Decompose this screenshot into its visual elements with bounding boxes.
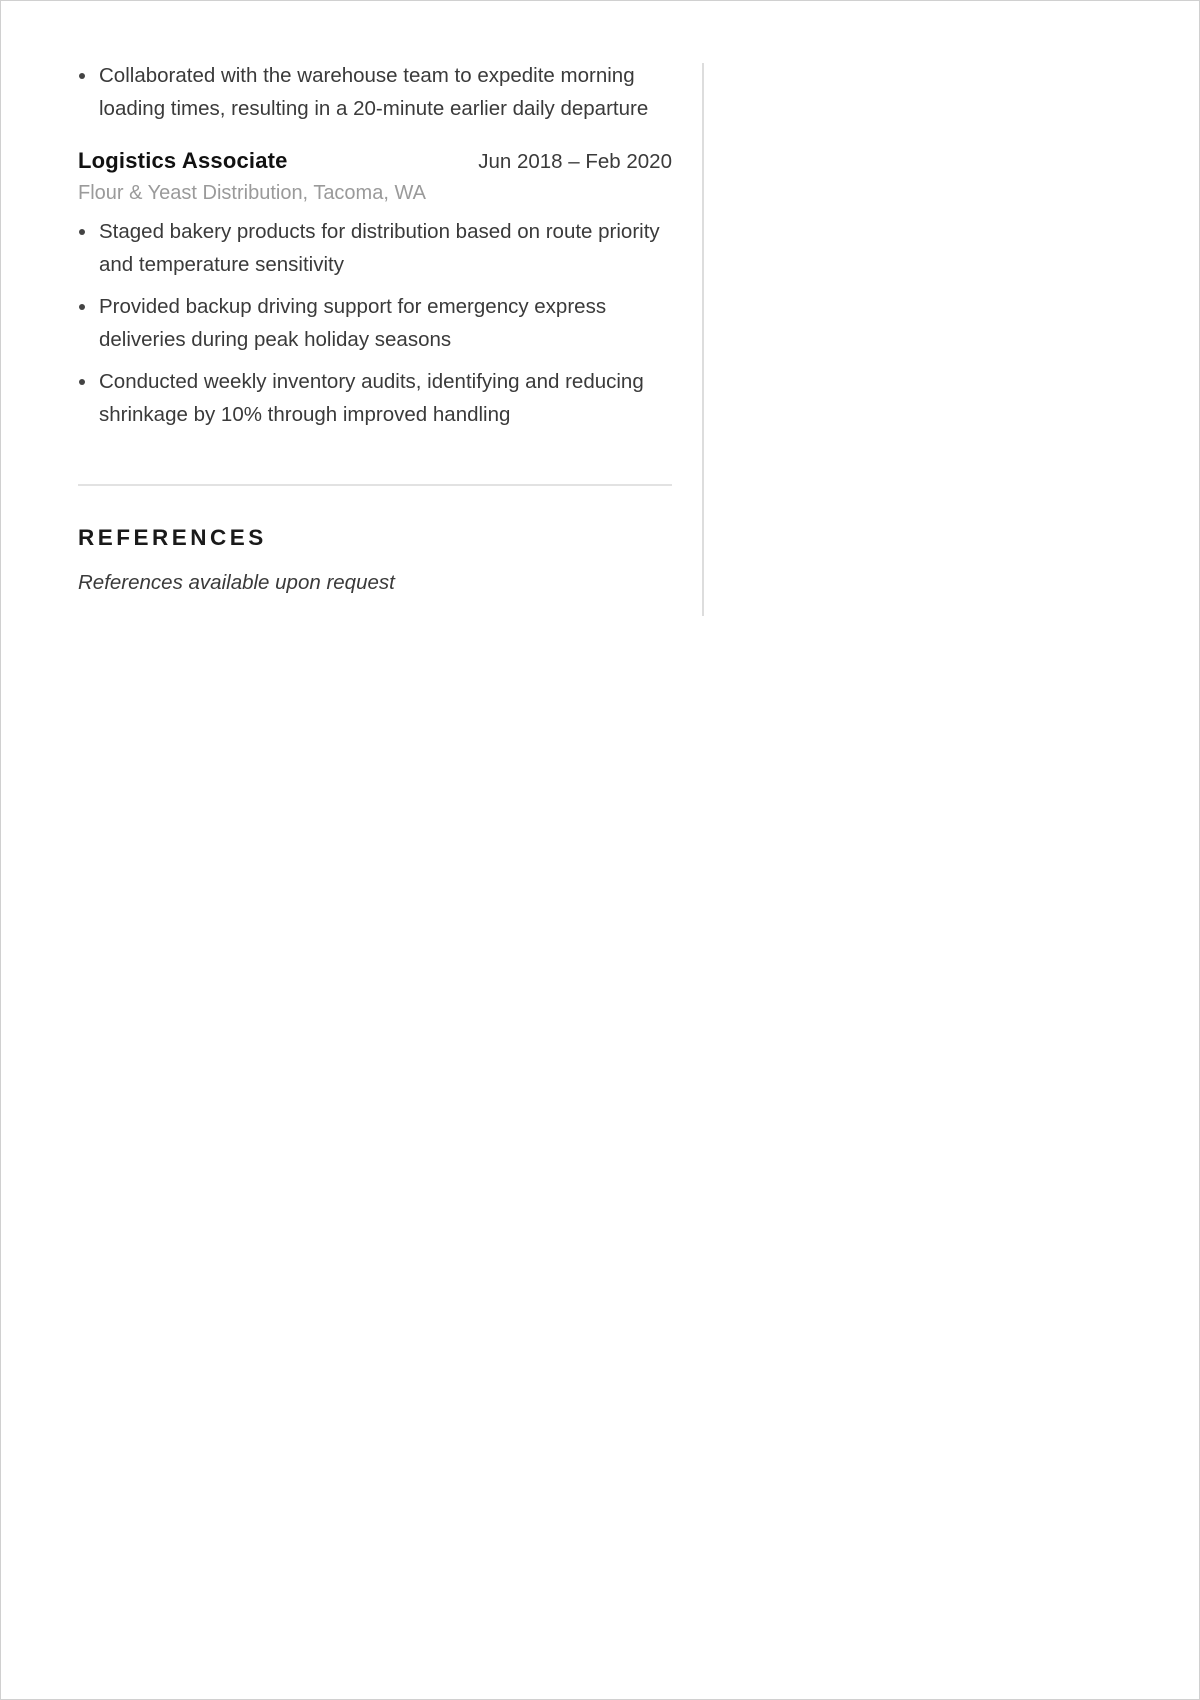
job-header [78,148,672,174]
references-heading: REFERENCES [78,525,267,550]
list-item: Provided backup driving support for emergency express deliveries during peak holiday seasons [78,290,672,356]
job-entry [78,148,672,431]
list-item: Collaborated with the warehouse team to expedite morning loading times, resulting in a 20-minute earlier daily departure [78,59,672,125]
job-dates: Jun 2018 – Feb 2020 [478,150,672,173]
column-divider [702,63,704,616]
continued-bullet-list [78,59,672,125]
references-text: References available upon request [78,571,395,594]
job-company: Flour & Yeast Distribution, Tacoma, WA [78,182,426,204]
list-item: Conducted weekly inventory audits, identifying and reducing shrinkage by 10% through improved handling [78,365,672,431]
section-divider [78,484,672,486]
main-column [78,59,672,595]
job-title: Logistics Associate [78,148,288,173]
list-item: Staged bakery products for distribution based on route priority and temperature sensitivity [78,215,672,281]
job-bullet-list [78,215,672,431]
